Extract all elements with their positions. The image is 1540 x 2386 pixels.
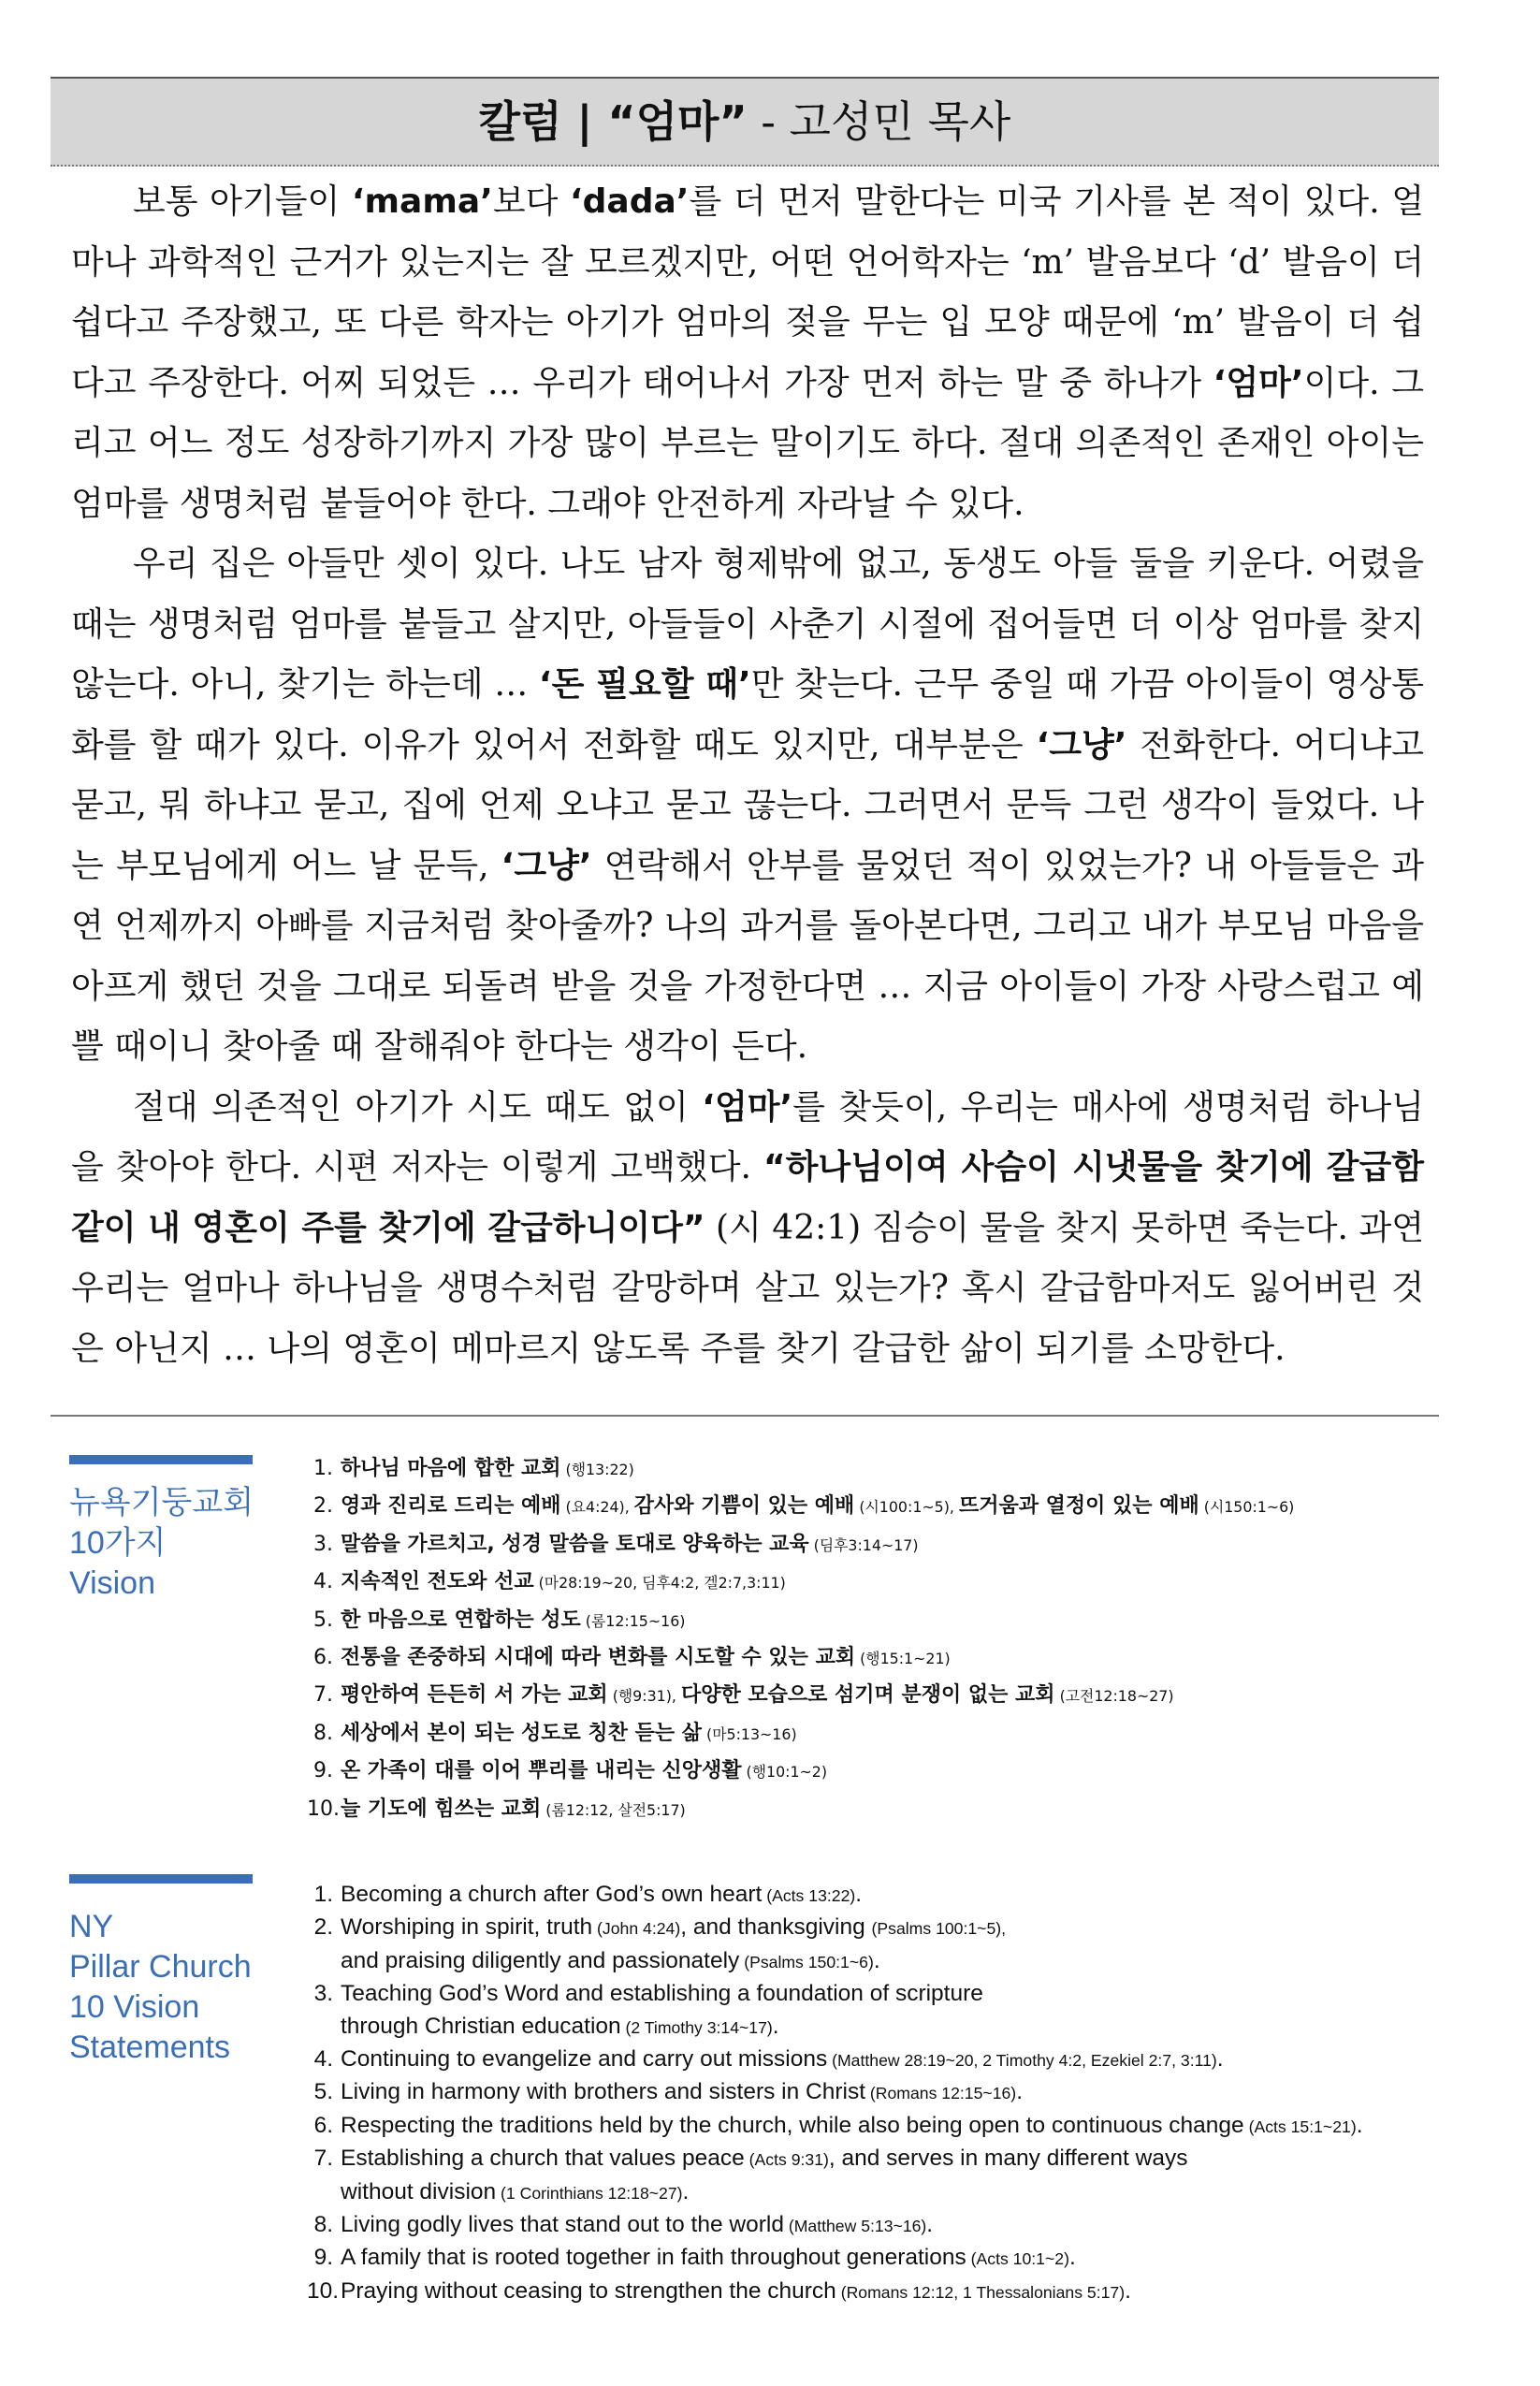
item-text: 온 가족이 대를 이어 뿌리를 내리는 신앙생활 — [341, 1759, 742, 1783]
vision-en-item — [307, 1912, 1458, 1944]
text-run: (시 42:1) 짐승이 물을 찾지 못하면 죽는다. 과연 우리는 얼마나 하나님을 생명수처럼 갈망하며 살고 있는가? 혹시 갈급함마저도 잃어버린 것은 아닌지 … 나의 영혼이 메마르지 않도록 주를 찾기 갈급한 삶이 되기를 소망한다. — [71, 1208, 1424, 1368]
vision-en-item — [307, 2242, 1458, 2275]
item-punct: . — [926, 2212, 934, 2238]
item-number: 1. — [313, 1882, 333, 1907]
item-reference: (Acts 13:22) — [762, 1886, 856, 1905]
vision-en-item — [307, 1879, 1458, 1912]
article-paragraph-2 — [71, 534, 1424, 1078]
text-run: 연락해서 안부를 물었던 적이 있었는가? 내 아들들은 과연 언제까지 아빠를 지금처럼 찾아줄까? 나의 과거를 돌아본다면, 그리고 내가 부모님 마음을 아프게 했던 것을 그대로 되돌려 받을 것을 가정한다면 … 지금 아이들이 가장 사랑스럽고 예쁠 때이니 찾아줄 때 잘해줘야 한다는 생각이 든다. — [71, 846, 1425, 1066]
text-run: 절대 의존적인 아기가 시도 때도 없이 — [133, 1087, 703, 1127]
item-reference: (요4:24), — [560, 1498, 634, 1517]
item-text: Living in harmony with brothers and sisters in Christ — [341, 2079, 866, 2105]
item-reference: (1 Corinthians 12:18~27) — [496, 2183, 683, 2203]
item-text: 하나님 마음에 합한 교회 — [341, 1457, 561, 1480]
item-number: 2. — [313, 1494, 333, 1519]
item-reference: (시150:1~6) — [1199, 1498, 1295, 1517]
vision-en-item-continuation — [307, 2011, 1458, 2044]
title-line: Pillar Church — [69, 1949, 252, 1985]
vision-en-item — [307, 2209, 1458, 2242]
item-text: through Christian education — [341, 2013, 621, 2039]
item-text: 뜨거움과 열정이 있는 예배 — [958, 1494, 1199, 1519]
item-number: 3. — [313, 1532, 333, 1556]
vision-en-item-continuation — [307, 2176, 1458, 2209]
vision-ko-title — [69, 1483, 294, 1604]
article-paragraph-3 — [71, 1078, 1424, 1380]
text-run: 전화한다. 어디냐고 묻고, 뭐 하냐고 묻고, 집에 언제 오냐고 묻고 끊는다. 그러면서 문득 그런 생각이 들었다. 나는 부모님에게 어느 날 문득, — [71, 725, 1424, 885]
item-reference: (행10:1~2) — [741, 1763, 828, 1782]
item-punct: . — [772, 2013, 779, 2039]
item-text: Continuing to evangelize and carry out missions — [341, 2046, 828, 2073]
item-number: 10. — [307, 2277, 340, 2304]
title-line: 10가지 — [69, 1525, 167, 1561]
item-number: 3. — [313, 1981, 333, 2007]
item-number: 2. — [313, 1914, 333, 1941]
vision-en-item — [307, 1978, 1458, 2010]
item-number: 4. — [313, 2046, 333, 2073]
column-header — [51, 77, 1439, 167]
item-text: 늘 기도에 힘쓰는 교회 — [341, 1797, 542, 1821]
vision-en-item-continuation — [307, 1945, 1458, 1978]
vision-en-accent-bar — [69, 1874, 253, 1884]
item-reference: (Romans 12:15~16) — [865, 2084, 1017, 2103]
item-text: 한 마음으로 연합하는 성도 — [341, 1608, 581, 1632]
title-line: 뉴욕기둥교회 — [69, 1485, 254, 1520]
vision-ko-item — [307, 1715, 1458, 1753]
author-name: 고성민 목사 — [789, 96, 1011, 147]
item-number: 7. — [313, 1683, 333, 1708]
item-reference: (롬12:12, 살전5:17) — [541, 1800, 686, 1819]
item-punct: . — [1016, 2079, 1023, 2105]
text-run: 를 더 먼저 말한다는 미국 기사를 본 적이 있다. 얼마나 과학적인 근거가 있는지는 잘 모르겠지만, 어떤 언어학자는 ‘m’ 발음보다 ‘d’ 발음이 더 쉽다고 주장했고, 또 다른 학자는 아기가 엄마의 젖을 무는 입 모양 때문에 ‘m’ 발음이 더 쉽다고 주장한다. 어찌 되었든 … 우리가 태어나서 가장 먼저 하는 말 중 하나가 — [71, 182, 1425, 402]
item-punct: . — [1125, 2277, 1131, 2304]
vision-ko-item — [307, 1677, 1458, 1714]
vision-ko-item — [307, 1564, 1458, 1601]
emphasis: ‘mama’ — [351, 182, 493, 221]
item-number: 4. — [313, 1570, 333, 1594]
vision-en-item — [307, 2076, 1458, 2109]
item-number: 6. — [313, 2112, 333, 2138]
item-text: 평안하여 든든히 서 가는 교회 — [341, 1683, 608, 1708]
item-punct: . — [873, 1947, 880, 1973]
vision-ko-accent-bar — [69, 1455, 253, 1464]
vision-ko-item — [307, 1639, 1458, 1677]
item-number: 6. — [313, 1646, 333, 1670]
item-text: 말씀을 가르치고, 성경 말씀을 토대로 양육하는 교육 — [341, 1532, 809, 1556]
item-reference: (시100:1~5), — [854, 1498, 959, 1517]
item-punct: . — [682, 2178, 690, 2204]
header-dash: - — [747, 96, 790, 147]
item-reference: (John 4:24) — [592, 1919, 681, 1939]
vision-en-title — [69, 1907, 294, 2068]
emphasis: ‘엄마’ — [1213, 363, 1304, 402]
item-reference: (Acts 9:31) — [744, 2150, 829, 2170]
column-article — [71, 172, 1424, 1379]
vision-ko-list — [307, 1450, 1458, 1828]
item-reference: (마5:13~16) — [702, 1724, 797, 1743]
item-reference: (행13:22) — [560, 1461, 634, 1478]
section-divider — [51, 1415, 1439, 1417]
item-reference: (Romans 12:12, 1 Thessalonians 5:17) — [835, 2282, 1126, 2302]
vision-ko-item — [307, 1791, 1458, 1828]
title-line: NY — [69, 1909, 114, 1944]
item-punct: . — [855, 1882, 863, 1907]
item-reference: (Psalms 100:1~5), — [871, 1919, 1007, 1939]
text-run: 를 찾듯이, 우리는 매사에 생명처럼 하나님을 찾아야 한다. 시편 저자는 이렇게 고백했다. — [71, 1087, 1424, 1186]
item-text: Worshiping in spirit, truth — [341, 1914, 593, 1941]
item-number: 7. — [313, 2146, 333, 2172]
article-paragraph-1 — [71, 172, 1424, 534]
emphasis: ‘돈 필요할 때’ — [538, 665, 751, 704]
item-text: , and serves in many different ways — [828, 2146, 1188, 2172]
emphasis: ‘엄마’ — [702, 1087, 793, 1127]
item-number: 5. — [313, 2079, 333, 2105]
item-number: 8. — [313, 1721, 333, 1745]
vision-ko-item — [307, 1450, 1458, 1488]
vision-en-item — [307, 2110, 1458, 2143]
emphasis: ‘그냥’ — [1036, 725, 1127, 764]
item-reference: (행9:31), — [607, 1687, 681, 1706]
item-text: Becoming a church after God’s own heart — [341, 1882, 763, 1907]
text-run: 보다 — [492, 182, 570, 221]
item-number: 5. — [313, 1608, 333, 1632]
item-reference: (딤후3:14~17) — [808, 1535, 919, 1554]
item-text: and praising diligently and passionately — [341, 1947, 740, 1973]
vision-ko-item — [307, 1753, 1458, 1790]
item-reference: (마28:19~20, 딤후4:2, 겔2:7,3:11) — [533, 1574, 786, 1593]
item-text: 지속적인 전도와 선교 — [341, 1570, 534, 1594]
vision-en-list — [307, 1879, 1458, 2308]
item-reference: (Psalms 150:1~6) — [739, 1952, 874, 1971]
item-reference: (Acts 15:1~21) — [1243, 2117, 1357, 2136]
item-punct: . — [1068, 2245, 1076, 2271]
item-text: Living godly lives that stand out to the world — [341, 2212, 784, 2238]
emphasis: ‘dada’ — [569, 182, 690, 221]
item-reference: (롬12:15~16) — [580, 1611, 686, 1630]
vision-ko-item — [307, 1526, 1458, 1564]
scripture-quote: “하나님이여 사슴이 시냇물을 찾기에 갈급함 같이 내 영혼이 주를 찾기에 갈급하니이다” — [71, 1148, 1424, 1247]
text-run: 우리 집은 아들만 셋이 있다. 나도 남자 형제밖에 없고, 동생도 아들 둘을 키운다. 어렸을 때는 생명처럼 엄마를 붙들고 살지만, 아들들이 사춘기 시절에 접어들면 더 이상 엄마를 찾지 않는다. 아니, 찾기는 하는데 … — [71, 545, 1424, 704]
vision-en-item — [307, 2276, 1458, 2308]
item-reference: (Matthew 5:13~16) — [783, 2217, 927, 2236]
item-text: 감사와 기쁨이 있는 예배 — [633, 1494, 855, 1519]
text-run: 이다. 그리고 어느 정도 성장하기까지 가장 많이 부르는 말이기도 하다. 절대 의존적인 존재인 아이는 엄마를 생명처럼 붙들어야 한다. 그래야 안전하게 자라날 수 있다. — [71, 363, 1425, 523]
item-text: A family that is rooted together in faith throughout generations — [341, 2245, 966, 2271]
item-text: Establishing a church that values peace — [341, 2146, 745, 2172]
item-text: Praying without ceasing to strengthen the church — [341, 2277, 836, 2304]
item-number: 1. — [313, 1457, 333, 1480]
item-reference: (고전12:18~27) — [1054, 1687, 1174, 1706]
column-label: 칼럼 | “엄마” — [478, 96, 748, 147]
item-text: 영과 진리로 드리는 예배 — [341, 1494, 561, 1519]
item-text: , and thanksgiving — [680, 1914, 872, 1941]
item-number: 9. — [313, 2245, 333, 2271]
item-number: 8. — [313, 2212, 333, 2238]
vision-en-item — [307, 2044, 1458, 2076]
vision-ko-item — [307, 1602, 1458, 1639]
text-run: 만 찾는다. 근무 중일 때 가끔 아이들이 영상통화를 할 때가 있다. 이유가 있어서 전화할 때도 있지만, 대부분은 — [71, 665, 1424, 764]
item-reference: (2 Timothy 3:14~17) — [620, 2017, 773, 2037]
emphasis: ‘그냥’ — [501, 846, 592, 885]
item-text: 세상에서 본이 되는 성도로 칭찬 듣는 삶 — [341, 1721, 702, 1745]
item-text: Respecting the traditions held by the church, while also being open to continuous change — [341, 2112, 1244, 2138]
item-punct: . — [1216, 2046, 1224, 2073]
item-number: 10. — [307, 1797, 340, 1821]
vision-ko-item — [307, 1488, 1458, 1525]
item-text: 다양한 모습으로 섬기며 분쟁이 없는 교회 — [680, 1683, 1055, 1708]
item-text: without division — [341, 2178, 497, 2204]
vision-en-item — [307, 2143, 1458, 2175]
item-number: 9. — [313, 1759, 333, 1783]
title-line: Statements — [69, 2030, 230, 2065]
item-punct: . — [1356, 2112, 1363, 2138]
title-line: Vision — [69, 1565, 155, 1601]
item-reference: (Acts 10:1~2) — [966, 2249, 1069, 2269]
item-text: Teaching God’s Word and establishing a foundation of scripture — [341, 1981, 983, 2007]
item-reference: (Matthew 28:19~20, 2 Timothy 4:2, Ezekiel 2:7, 3:11) — [827, 2051, 1217, 2071]
item-reference: (행15:1~21) — [855, 1650, 951, 1668]
text-run: 보통 아기들이 — [133, 182, 352, 221]
item-text: 전통을 존중하되 시대에 따라 변화를 시도할 수 있는 교회 — [341, 1646, 856, 1670]
title-line: 10 Vision — [69, 1989, 200, 2025]
